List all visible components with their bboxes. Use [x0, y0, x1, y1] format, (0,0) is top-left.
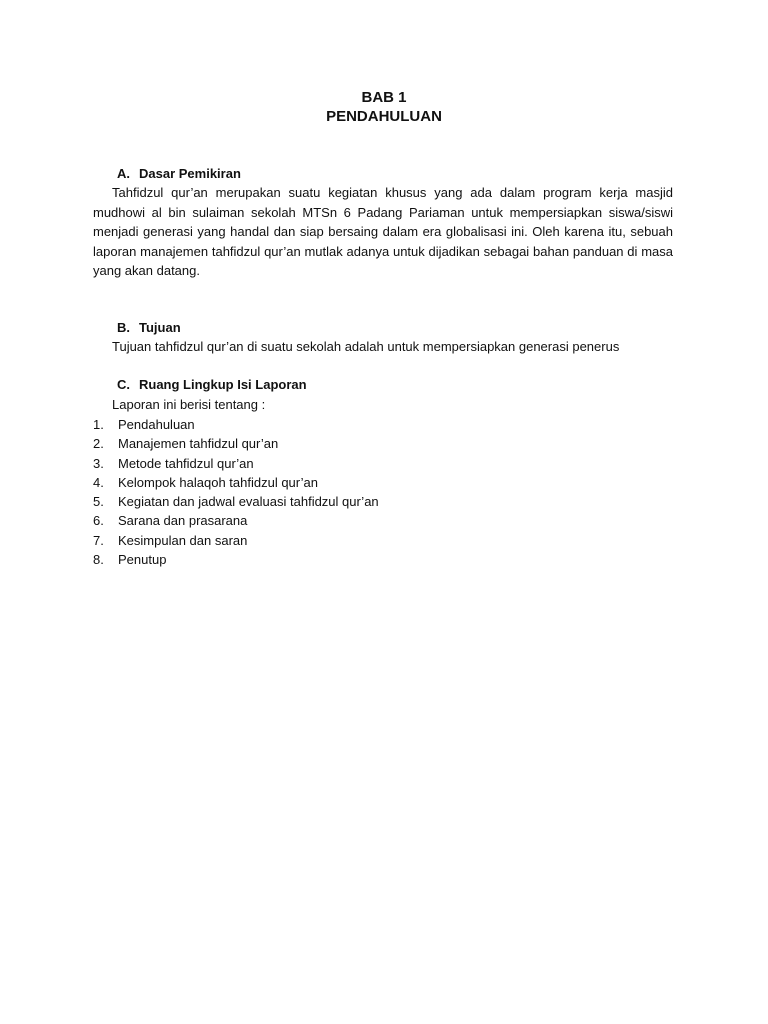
- chapter-title: PENDAHULUAN: [326, 108, 442, 125]
- list-item-number: 1.: [93, 417, 104, 432]
- section-c-title: Ruang Lingkup Isi Laporan: [139, 377, 307, 392]
- section-c-intro: Laporan ini berisi tentang :: [112, 397, 266, 412]
- list-item-text: Metode tahfidzul qur’an: [118, 455, 254, 471]
- list-item: [93, 550, 379, 569]
- section-a-paragraph: Tahfidzul qur’an merupakan suatu kegiatan khusus yang ada dalam program kerja masjid mudhowi al bin sulaiman sekolah MTSn 6 Padang Pariaman untuk mempersiapkan siswa/siswi menjadi generasi yang handal dan siap bersaing dalam era globalisasi ini. Oleh karena itu, sebuah laporan manajemen tahfidzul qur’an mutlak adanya untuk dijadikan sebagai bahan panduan di masa yang akan datang.: [93, 185, 673, 278]
- chapter-number: BAB 1: [361, 89, 407, 106]
- list-item: [93, 434, 379, 453]
- list-item-text: Sarana dan prasarana: [118, 513, 248, 529]
- list-item-text: Kegiatan dan jadwal evaluasi tahfidzul qur’an: [118, 494, 379, 510]
- section-b-title: Tujuan: [139, 320, 181, 335]
- list-item: [93, 511, 379, 530]
- section-b-letter: B.: [117, 320, 130, 335]
- section-a-title: Dasar Pemikiran: [139, 166, 241, 181]
- list-item: [93, 492, 379, 511]
- list-item-number: 3.: [93, 455, 104, 471]
- list-item-text: Kesimpulan dan saran: [118, 532, 248, 548]
- list-item: [93, 473, 379, 492]
- list-item-text: Kelompok halaqoh tahfidzul qur’an: [118, 474, 318, 490]
- list-item-text: Penutup: [118, 552, 167, 568]
- list-item-number: 4.: [93, 474, 104, 490]
- list-item: [93, 454, 379, 473]
- section-b-paragraph: Tujuan tahfidzul qur’an di suatu sekolah adalah untuk mempersiapkan generasi penerus: [112, 339, 620, 354]
- section-c-letter: C.: [117, 377, 130, 392]
- section-c-heading: [117, 376, 307, 394]
- list-item: [93, 415, 379, 434]
- list-item: [93, 531, 379, 550]
- list-item-text: Pendahuluan: [118, 417, 195, 432]
- list-item-number: 6.: [93, 513, 104, 529]
- list-item-number: 8.: [93, 552, 104, 568]
- section-a-heading: [117, 165, 241, 183]
- section-b-heading: [117, 319, 181, 337]
- contents-list: [93, 415, 379, 569]
- list-item-number: 7.: [93, 532, 104, 548]
- section-a-letter: A.: [117, 166, 130, 181]
- list-item-text: Manajemen tahfidzul qur’an: [118, 436, 279, 452]
- list-item-number: 2.: [93, 436, 104, 452]
- list-item-number: 5.: [93, 494, 104, 510]
